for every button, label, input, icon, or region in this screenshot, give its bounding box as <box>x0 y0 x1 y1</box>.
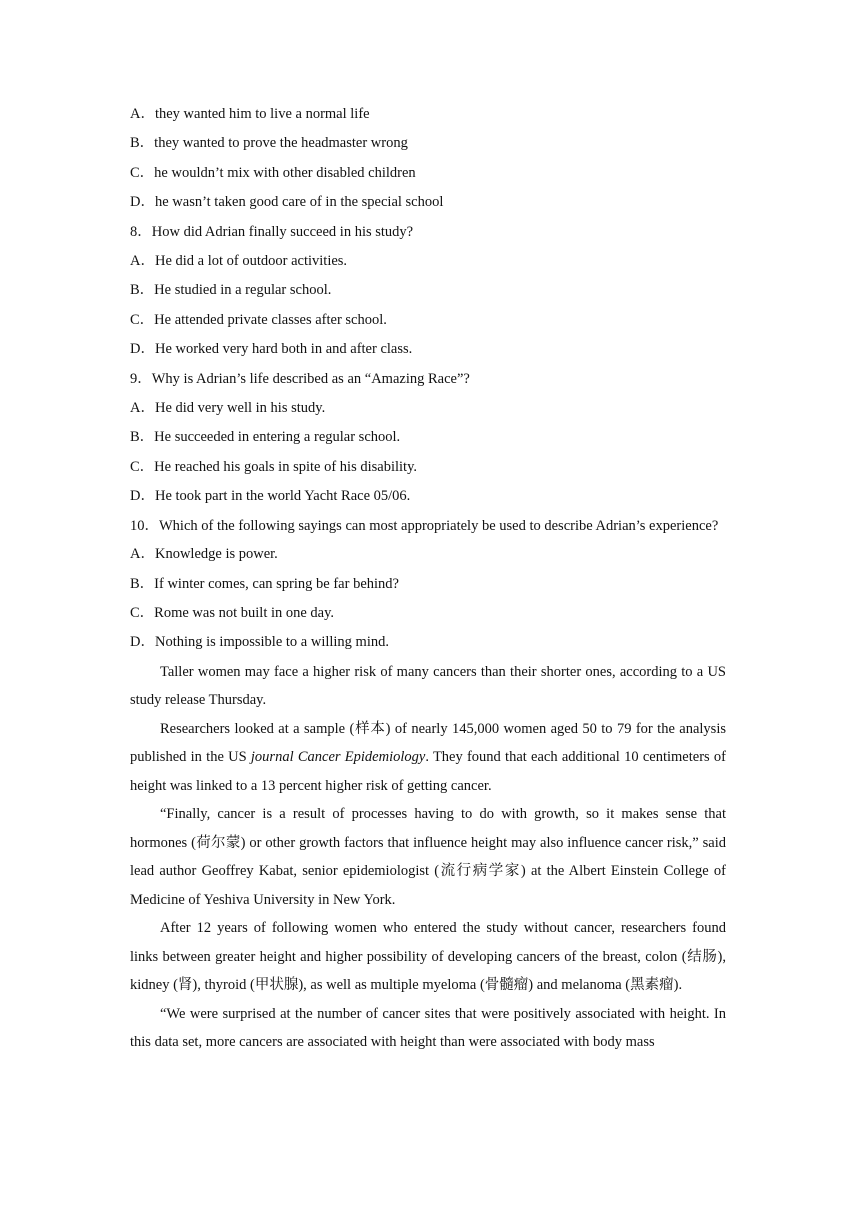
paragraph-2-text-start: Researchers looked at a sample (样本) of nearly 145,000 women aged 50 to 79 for the analysis published in the US <box>130 720 726 766</box>
q7-option-c: C．he wouldn’t mix with other disabled children <box>130 164 416 181</box>
journal-title: journal Cancer Epidemiology <box>250 749 426 766</box>
q10-option-b: B．If winter comes, can spring be far behind? <box>130 575 399 592</box>
passage-paragraph-2 <box>130 715 726 801</box>
passage-paragraph-5: “We were surprised at the number of cancer sites that were positively associated with height. In this data set, more cancers are associated with height than were associated with body mass <box>130 1005 726 1051</box>
q10-option-d: D．Nothing is impossible to a willing mind. <box>130 634 389 651</box>
q8-stem: 8．How did Adrian finally succeed in his study? <box>130 223 414 240</box>
q9-option-b: B．He succeeded in entering a regular school. <box>130 429 401 446</box>
q7-option-d: D．he wasn’t taken good care of in the special school <box>130 194 444 211</box>
q10-stem: 10．Which of the following sayings can most appropriately be used to describe Adrian’s experience? <box>130 517 719 534</box>
q8-option-a: A．He did a lot of outdoor activities. <box>130 253 348 270</box>
passage-paragraph-1: Taller women may face a higher risk of many cancers than their shorter ones, according to a US study release Thursday. <box>130 663 726 709</box>
q7-option-b: B．they wanted to prove the headmaster wrong <box>130 135 408 152</box>
q9-option-d: D．He took part in the world Yacht Race 05/06. <box>130 488 411 505</box>
q8-option-b: B．He studied in a regular school. <box>130 282 332 299</box>
document-page <box>130 100 726 1057</box>
q8-option-c: C．He attended private classes after school. <box>130 311 387 328</box>
q10-option-a: A．Knowledge is power. <box>130 546 278 563</box>
q9-option-c: C．He reached his goals in spite of his disability. <box>130 458 417 475</box>
q8-option-d: D．He worked very hard both in and after class. <box>130 341 413 358</box>
q10-option-c: C．Rome was not built in one day. <box>130 605 335 621</box>
paragraph-2-text-end: . They found that each additional 10 centimeters of height was linked to a 13 percent higher risk of getting cancer. <box>130 749 726 794</box>
q7-option-a: A．they wanted him to live a normal life <box>130 106 370 122</box>
q9-stem: 9．Why is Adrian’s life described as an “Amazing Race”? <box>130 370 470 387</box>
passage-paragraph-3: “Finally, cancer is a result of processes having to do with growth, so it makes sense that hormones (荷尔蒙) or other growth factors that influence height may also influence cancer risk,” said lead author Geoffrey Kabat, senior epidemiologist (流行病学家) at the Albert Einstein College of Medicine of Yeshiva University in New York. <box>130 806 726 908</box>
q9-option-a: A．He did very well in his study. <box>130 400 326 417</box>
passage-paragraph-4: After 12 years of following women who entered the study without cancer, researchers found links between greater height and higher possibility of developing cancers of the breast, colon (结肠), kidney (肾), thyroid (甲状腺), as well as multiple myeloma (骨髓瘤) and melanoma (黑素瘤). <box>130 920 726 994</box>
